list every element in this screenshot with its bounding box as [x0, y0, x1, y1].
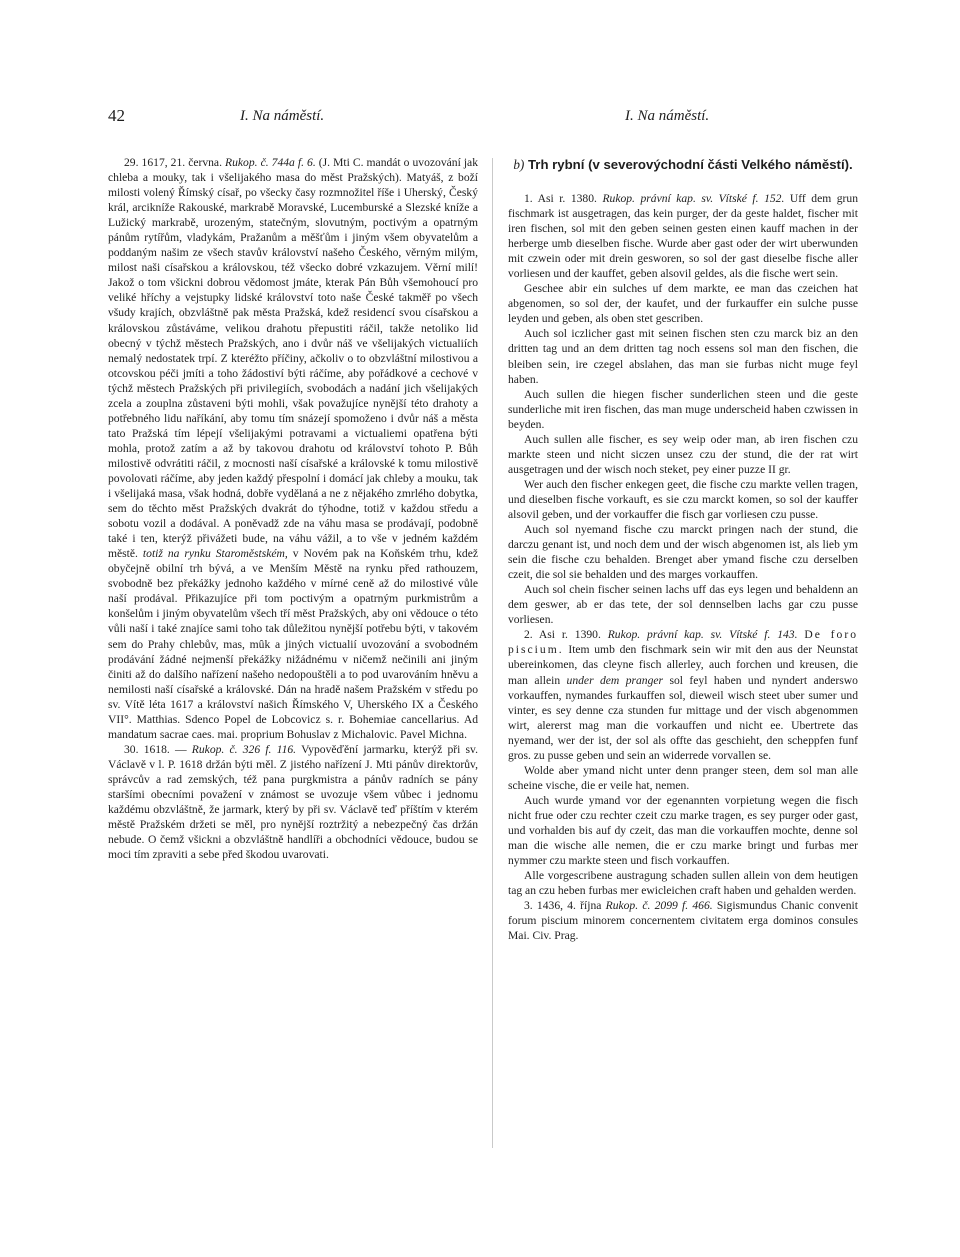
entry-text: Item umb den fischmark sein wir mit den aus der Neunstat ubereinkomen, das cleyne fisch allerley, auch forchen und kreusen, die man allein: [508, 643, 858, 687]
entry-number: 1.: [524, 192, 533, 205]
entry-3: [508, 898, 858, 943]
paragraph: Wer auch den fischer enkegen geet, die fische czu markte vellen tragen, und dieselben fische vorkauft, es sie czu marckt komen, so sol der kauffer alsovil geben, und der vorkauffer die fisch gar vorliesen czu pusse.: [508, 477, 858, 521]
entry-text: Uff dem grun fischmark ist ausgetragen, das kein purger, der da geste haldet, fischer mit iren fischen, sol mit den geben seinen gesten einen kauff machen in der herberge umb dieselben fische. Wurde aber gast oder der wirt uberwunden mit czwein oder mit drein gesworen, so sol der gast dieselbe fische aller vorliesen und der kauffet, geben alsovil geldes, als die fische wert sein.: [508, 192, 858, 281]
entry-text-continued: sol feyl haben und nyndert anderswo vorkauffen, nymandes furkauffen sol, dieweil wisch steet uber sumer und vinter, es sey denne cza stunden fur mittage und der visch abgenommen wirt, alererst mag man die vorkauffen und nicht ee. Ubertrete das nyemand, wer der ist, der sol als offte das geschieht, den scheppfen funf gros. zu pusse geben und sein an widerrede vorvallen se.: [508, 673, 858, 762]
column-divider: [492, 158, 493, 1148]
entry-source: Rukop. právní kap. sv. Vítské f. 143.: [607, 628, 798, 642]
entry-number: 30.: [124, 742, 139, 756]
entry-text-continued: v Novém pak na Koňském trhu, kdež obyčejně obilní trh bývá, a ve Menším Městě na rynku před rathouzem, svobodně bez překážky jednoho každého v mírné ceně až do milostivé vůle naší prodával. Přikazujíce při tom poctivým a opatrným purkmistrům a konšelům i jiným obyvatelům všech tří měst Pražských, aby oni vědouce o této vůli naší i také znajíce sami toho tak důležitou nynější potřebu býti, v takovém sem do Prahy chlebův, mas, mûk a jiných victualií uvozování a svobodném prodávání žádné nejmenší překážky nižádnému v ničemž nečinili ani jiným činiti až do dalšího nařízení našeho nedopouštěli a to pod uvarováním hněvu a nemilosti naší císařské a královské. Dán na hradě našem Pražském v středu po sv. Vítě léta 1617 a království našich Římského V, Uherského IX a Českého VII°. Matthias. Sdenco Popel de Lobcovicz s. r. Bohemiae cancellarius. Ad mandatum sacrae caes. mai. proprium Bohuslav z Michalovic. Pavel Michna.: [108, 547, 478, 741]
section-heading: [508, 155, 858, 175]
entry-date: Asi r. 1390.: [538, 628, 601, 642]
paragraph: Wolde aber ymand nicht unter denn pranger steen, dem sol man alle scheine vische, die er veile hat, nemen.: [508, 763, 858, 792]
left-column: [108, 155, 478, 862]
right-column: [508, 155, 858, 943]
entry-italic-phrase: totiž na rynku Staroměstském,: [142, 547, 288, 561]
paragraph: Auch sol iczlicher gast mit seinen fischen sten czu marck biz an den dritten tag und an dem dritten tag noch essens sol man den fischen, die bleiben sein, ire czegel abslahen, das man sie furbas nicht muge feyl haben.: [508, 327, 858, 386]
running-title-right: I. Na náměstí.: [625, 108, 710, 124]
entry-date: 1617, 21. června.: [141, 156, 222, 169]
entry-date: Asi r. 1380.: [537, 192, 597, 205]
entry-1: [508, 191, 858, 281]
entry-2: [508, 627, 858, 762]
entry-text: Vypověďění jarmarku, kterýž při sv. Václavě v l. P. 1618 držán býti měl. Z jistého nařízení J. Mti pánův direktorův, správcův a rad zemských, též pana purgkmistra a pánův radních se pány staršími obecními považení v známost se uvozuje všem vůbec i jednomu každému obzvláštně, že jarmark, který by při sv. Václavě teď příštím v kterém městě Pražském držeti se měl, pro nynější roztržitý a nebezpečný čas držán nebude. O čemž všickni a obzvláštně handlíři a obchodníci vědouce, budou se moci tím zpraviti a sebe před škodou uvarovati.: [108, 742, 479, 862]
entry-29: [108, 155, 478, 742]
entry-source: Rukop. č. 2099 f. 466.: [605, 899, 713, 913]
entry-dash: —: [175, 742, 187, 756]
entry-number: 29.: [124, 156, 139, 169]
entry-italic-phrase: under dem pranger: [566, 673, 664, 687]
entry-number: 2.: [524, 628, 533, 642]
paragraph: Alle vorgescribene austragung schaden sullen allein von dem heutigen tag an czu heben furbas mer ewicleichen craft haben und gehalden werden.: [508, 869, 858, 898]
entry-spaced-title: De foro piscium.: [508, 628, 858, 657]
entry-source: Rukop. právní kap. sv. Vítské f. 152.: [602, 192, 785, 205]
section-title: Trh rybní (v severovýchodní části Velkého náměstí).: [527, 157, 853, 172]
paragraph: Geschee abir ein sulches uf dem markte, ee man das czeichen hat abgenomen, so sol der, der kaufet, und der furkauffer ein sulche pusse leyden und geben, als oben stet gescriben.: [508, 282, 858, 326]
paragraph: Auch sol nyemand fische czu marckt pringen nach der stund, die darczu genant ist, und noch dem und der wisch abgenomen ist, als lieb ym sein die fische czu behalden. Brenget aber ymand fische czu derselben czeit, die sol sie behalden und des marges vorkauffen.: [508, 523, 858, 582]
entry-source: Rukop. č. 326 f. 116.: [191, 742, 297, 756]
entry-number: 3.: [524, 899, 533, 913]
entry-date: 1436, 4. října: [536, 899, 602, 913]
paragraph: Auch sullen alle fischer, es sey weip oder man, ab iren fischen czu markte steen und nicht siczen unsez czu der stund, die der rat wirt ausgetragen und der wisch noch steket, pey einer puzze II gr.: [508, 432, 858, 476]
section-label: b): [513, 157, 525, 172]
entry-date: 1618.: [143, 742, 170, 756]
paragraph: Auch wurde ymand vor der egenannten vorpietung wegen die fisch nicht frue oder czu rechter czeit czu marke tragen, es sey purger oder gast, und vorhalden bis auf dy czeit, das man die vorkauffen mochte, denne sol man die wische alle nemen, die er czu marke bringt und furbas mer nymmer czu markte steen und fisch vorkauffen.: [508, 793, 858, 868]
entry-text: Sigismundus Chanic convenit forum piscium minorem concernentem civitatem erga dominos consules Mai. Civ. Prag.: [508, 899, 858, 943]
paragraph: Auch sol chein fischer seinen lachs uff das eys legen und behaldenn an dem geswer, ab er das tete, der sol dennselben lachs gar czu pusse vorliesen.: [508, 583, 858, 627]
entry-30: [108, 742, 478, 862]
entry-source: Rukop. č. 744a f. 6.: [225, 156, 316, 169]
paragraph: Auch sullen die hiegen fischer sunderlichen steen und die geste sunderliche mit iren fischen, das man muge underscheid haben czwissen in beyden.: [508, 387, 858, 431]
entry-text: (J. Mti C. mandát o uvozování jak chleba a mouky, tak i všelijakého masa do měst Pražských). Matyáš, z boží milosti volený Římský císař, po všecky časy rozmnožitel říše i Uherský, Český král, arcikníže Rakouské, markrabě Moravské, Lucemburské a Slezské kníže a Lužický markrabě, urozeným, statečným, slovutným, poctivým a opatrným pánům rytířům, vladykám, Pražanům a měšťům i jiným všem obyvatelům a poddaným našim ze všech stavův království našeho Českého, věrným milým, milost naši císařskou a královskou, též všecko dobré vzkazujem. Věrní milí! Jakož o tom všickni dobrou vědomost jmáte, kterak Pán Bůh všemohoucí pro veliké hříchy a vejstupky lidské království toto naše České takměř po všech všudy krajích, obzvláštně pak města Pražská, kdež residencí svou císařskou a královskou zůstáváme, velikou drahotu přepustiti ráčil, takže netoliko lid obecný v týchž městech Pražských, ano i dvůr náš ve všelijakých victualiích nemalý nedostatek trpí. Z kteréžto příčiny, ačkoliv o to obzvláštní milostivou a otcovskou péči jmíti a toho žádostiví býti ráčíme, aby pořádkové a cechové v týchž městech Pražských při privilegiích, svobodách a nadání jich všelijakých zcela a zouplna zůstaveni býti mohli, však považujíce nynější této drahoty a potřebného lidu naříkání, aby tomu tím snázejí spomoženo i dvůr náš a města tato Pražská tím lépejí všelijakými potravami a victualiemi opatřena býti mohla, protož zatím a až by takovou drahotu od království tohoto P. Bůh milostivě odvrátiti ráčil, z mocnosti naší císařské a královské k tomu milostivě povolovati ráčíme, aby jeden každý přespolní i domácí jak chleby a mouku, tak i všelijaká masa, však hodná, dobře vydělaná a ne z nějakého zmrlého dobytka, sem do těchto měst Pražských dvakrát do týhodne, totiž v každou středu a sobotu vozil a dodával. A poněvadž zde na váhu masa se prodávají, podobně také i ten, kterýž přivážeti bude, na váhu vážil, a to vše v jedném každém městě.: [108, 156, 479, 561]
running-title-left: I. Na náměstí.: [240, 108, 325, 124]
page-number: 42: [108, 106, 125, 125]
